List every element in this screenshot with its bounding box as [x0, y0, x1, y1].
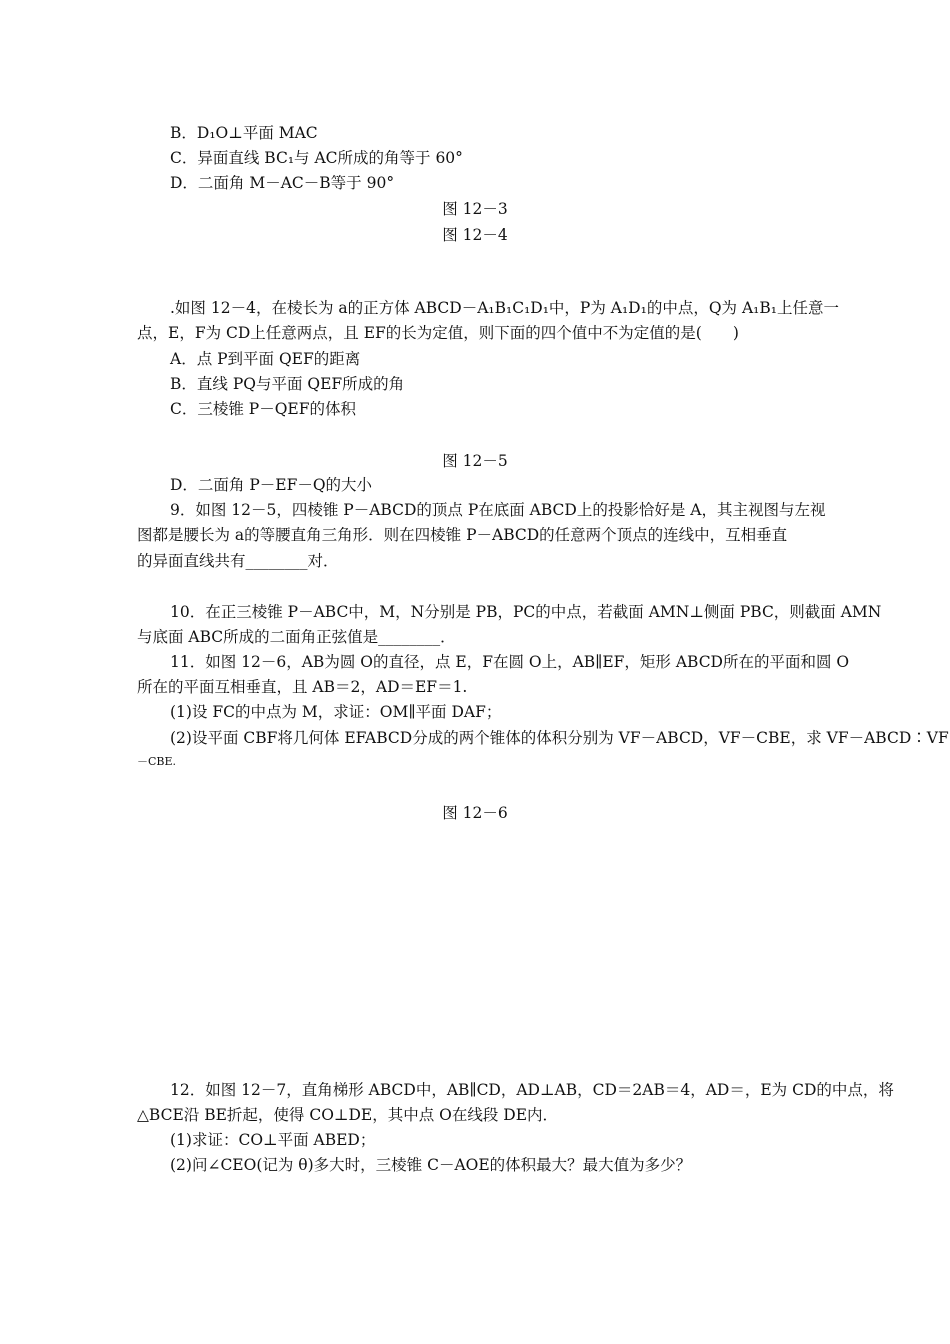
- q8-option-b: B．直线 PQ与平面 QEF所成的角: [170, 375, 405, 393]
- q12-line-2: △BCE沿 BE折起，使得 CO⊥DE，其中点 O在线段 DE内．: [137, 1106, 559, 1124]
- q8-option-c: C．三棱锥 P－QEF的体积: [170, 400, 356, 418]
- q7-option-d: D．二面角 M－AC－B等于 90°: [170, 174, 395, 192]
- q11-part-2-cont: －CBE.: [137, 755, 177, 768]
- q10-line-1: 10．在正三棱锥 P－ABC中，M，N分别是 PB，PC的中点，若截面 AMN⊥侧面 PBC，则截面 AMN: [170, 603, 882, 621]
- figure-caption-12-3: 图 12－3: [442, 200, 508, 218]
- q8-line-2: 点，E，F为 CD上任意两点，且 EF的长为定值，则下面的四个值中不为定值的是( ): [137, 324, 739, 342]
- q12-part-1: (1)求证：CO⊥平面 ABED；: [170, 1131, 376, 1149]
- q12-line-1: 12．如图 12－7，直角梯形 ABCD中，AB∥CD，AD⊥AB，CD＝2AB＝4，AD＝，E为 CD的中点，将: [170, 1081, 894, 1099]
- q9-line-1: 9．如图 12－5，四棱锥 P－ABCD的顶点 P在底面 ABCD上的投影恰好是 A，其主视图与左视: [170, 501, 826, 519]
- q11-part-1: (1)设 FC的中点为 M，求证：OM∥平面 DAF；: [170, 703, 502, 721]
- q7-option-b: B．D₁O⊥平面 MAC: [170, 124, 318, 142]
- q8-option-a: A．点 P到平面 QEF的距离: [170, 350, 361, 368]
- figure-caption-12-6: 图 12－6: [442, 804, 508, 822]
- q7-option-c: C．异面直线 BC₁与 AC所成的角等于 60°: [170, 149, 463, 167]
- figure-caption-12-5: 图 12－5: [442, 452, 508, 470]
- q12-part-2: (2)问∠CEO(记为 θ)多大时，三棱锥 C－AOE的体积最大？最大值为多少？: [170, 1156, 692, 1174]
- q9-line-3: 的异面直线共有________对．: [137, 552, 339, 570]
- q11-line-1: 11．如图 12－6，AB为圆 O的直径，点 E，F在圆 O上，AB∥EF，矩形 ABCD所在的平面和圆 O: [170, 653, 850, 671]
- q8-line-1: .如图 12－4，在棱长为 a的正方体 ABCD－A₁B₁C₁D₁中，P为 A₁D₁的中点，Q为 A₁B₁上任意一: [170, 299, 839, 317]
- q9-line-2: 图都是腰长为 a的等腰直角三角形．则在四棱锥 P－ABCD的任意两个顶点的连线中，互相垂直: [137, 526, 788, 544]
- q11-line-2: 所在的平面互相垂直，且 AB＝2，AD＝EF＝1.: [137, 678, 468, 696]
- q11-part-2: (2)设平面 CBF将几何体 EFABCD分成的两个锥体的体积分别为 VF－ABCD，VF－CBE，求 VF－ABCD∶VF: [170, 729, 949, 747]
- q10-line-2: 与底面 ABC所成的二面角正弦值是________．: [137, 628, 456, 646]
- q8-option-d: D．二面角 P－EF－Q的大小: [170, 476, 373, 494]
- figure-caption-12-4: 图 12－4: [442, 226, 508, 244]
